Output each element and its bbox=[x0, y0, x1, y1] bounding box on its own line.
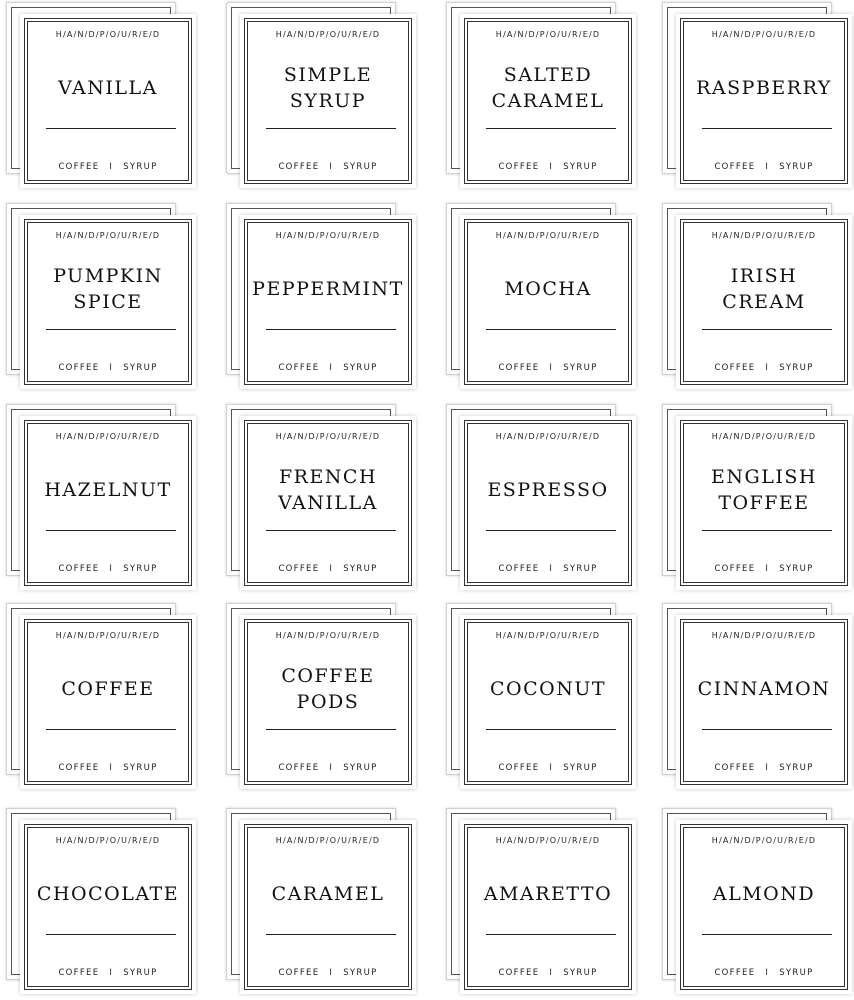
label-tagline: H/A/N/D/P/O/U/R/E/D bbox=[711, 231, 817, 240]
footer-left-text: COFFEE bbox=[58, 968, 100, 978]
label-tagline: H/A/N/D/P/O/U/R/E/D bbox=[55, 30, 161, 39]
footer-right-text: SYRUP bbox=[563, 363, 598, 373]
label-card bbox=[460, 416, 636, 590]
label-footer bbox=[240, 162, 416, 172]
footer-left-text: COFFEE bbox=[714, 968, 756, 978]
label-name: CINNAMON bbox=[697, 678, 831, 700]
footer-separator: I bbox=[109, 564, 114, 574]
label-tagline: H/A/N/D/P/O/U/R/E/D bbox=[711, 836, 817, 845]
label-stack bbox=[446, 603, 636, 791]
footer-right-text: SYRUP bbox=[343, 763, 378, 773]
label-write-line bbox=[46, 128, 176, 129]
label-name: IRISH CREAM bbox=[722, 265, 806, 313]
footer-separator: I bbox=[549, 763, 554, 773]
label-name: ESPRESSO bbox=[487, 479, 609, 501]
footer-right-text: SYRUP bbox=[123, 564, 158, 574]
label-card bbox=[676, 416, 852, 590]
label-tagline: H/A/N/D/P/O/U/R/E/D bbox=[55, 836, 161, 845]
footer-left-text: COFFEE bbox=[498, 363, 540, 373]
label-footer bbox=[240, 968, 416, 978]
label-card bbox=[20, 416, 196, 590]
label-card bbox=[240, 14, 416, 188]
label-tagline: H/A/N/D/P/O/U/R/E/D bbox=[55, 432, 161, 441]
label-footer bbox=[240, 564, 416, 574]
label-footer bbox=[20, 763, 196, 773]
label-card bbox=[20, 820, 196, 994]
footer-separator: I bbox=[765, 763, 770, 773]
footer-separator: I bbox=[109, 968, 114, 978]
label-stack bbox=[662, 808, 852, 996]
label-card bbox=[20, 215, 196, 389]
label-write-line bbox=[46, 329, 176, 330]
label-write-line bbox=[486, 729, 616, 730]
footer-separator: I bbox=[109, 162, 114, 172]
label-footer bbox=[460, 162, 636, 172]
label-card bbox=[460, 14, 636, 188]
label-card bbox=[20, 14, 196, 188]
label-footer bbox=[460, 564, 636, 574]
footer-separator: I bbox=[329, 763, 334, 773]
footer-right-text: SYRUP bbox=[123, 162, 158, 172]
footer-left-text: COFFEE bbox=[498, 162, 540, 172]
label-card bbox=[460, 820, 636, 994]
label-tagline: H/A/N/D/P/O/U/R/E/D bbox=[495, 432, 601, 441]
label-name: FRENCH VANILLA bbox=[278, 466, 378, 514]
footer-right-text: SYRUP bbox=[343, 564, 378, 574]
footer-left-text: COFFEE bbox=[278, 763, 320, 773]
label-name: COFFEE bbox=[61, 678, 155, 700]
label-write-line bbox=[46, 934, 176, 935]
label-name: PEPPERMINT bbox=[252, 278, 404, 300]
label-footer bbox=[460, 363, 636, 373]
label-stack bbox=[6, 2, 196, 190]
footer-separator: I bbox=[765, 162, 770, 172]
footer-right-text: SYRUP bbox=[563, 763, 598, 773]
label-stack bbox=[446, 2, 636, 190]
footer-left-text: COFFEE bbox=[498, 968, 540, 978]
footer-left-text: COFFEE bbox=[278, 162, 320, 172]
footer-left-text: COFFEE bbox=[58, 162, 100, 172]
label-footer bbox=[20, 162, 196, 172]
label-write-line bbox=[702, 128, 832, 129]
label-footer bbox=[460, 968, 636, 978]
footer-left-text: COFFEE bbox=[278, 564, 320, 574]
label-name: COCONUT bbox=[489, 678, 607, 700]
label-footer bbox=[676, 162, 852, 172]
label-write-line bbox=[46, 729, 176, 730]
label-write-line bbox=[486, 128, 616, 129]
footer-separator: I bbox=[549, 162, 554, 172]
label-write-line bbox=[702, 729, 832, 730]
label-card bbox=[240, 615, 416, 789]
label-stack bbox=[6, 603, 196, 791]
label-name: VANILLA bbox=[58, 77, 158, 99]
label-stack bbox=[6, 404, 196, 592]
footer-left-text: COFFEE bbox=[278, 968, 320, 978]
label-tagline: H/A/N/D/P/O/U/R/E/D bbox=[711, 631, 817, 640]
footer-right-text: SYRUP bbox=[563, 162, 598, 172]
label-stack bbox=[226, 603, 416, 791]
footer-right-text: SYRUP bbox=[343, 162, 378, 172]
label-write-line bbox=[266, 329, 396, 330]
label-card bbox=[676, 615, 852, 789]
label-stack bbox=[6, 808, 196, 996]
label-name: SIMPLE SYRUP bbox=[283, 64, 373, 112]
footer-right-text: SYRUP bbox=[123, 968, 158, 978]
label-stack bbox=[6, 203, 196, 391]
label-stack bbox=[226, 404, 416, 592]
label-tagline: H/A/N/D/P/O/U/R/E/D bbox=[495, 631, 601, 640]
footer-right-text: SYRUP bbox=[779, 363, 814, 373]
label-write-line bbox=[702, 530, 832, 531]
label-tagline: H/A/N/D/P/O/U/R/E/D bbox=[275, 836, 381, 845]
label-stack bbox=[446, 404, 636, 592]
label-stack bbox=[446, 808, 636, 996]
footer-separator: I bbox=[549, 968, 554, 978]
footer-left-text: COFFEE bbox=[498, 564, 540, 574]
label-tagline: H/A/N/D/P/O/U/R/E/D bbox=[495, 231, 601, 240]
footer-left-text: COFFEE bbox=[498, 763, 540, 773]
label-name: PUMPKIN SPICE bbox=[53, 265, 163, 313]
label-tagline: H/A/N/D/P/O/U/R/E/D bbox=[711, 432, 817, 441]
label-stack bbox=[662, 603, 852, 791]
footer-left-text: COFFEE bbox=[714, 763, 756, 773]
footer-right-text: SYRUP bbox=[563, 968, 598, 978]
footer-left-text: COFFEE bbox=[714, 363, 756, 373]
label-write-line bbox=[486, 329, 616, 330]
label-tagline: H/A/N/D/P/O/U/R/E/D bbox=[55, 231, 161, 240]
label-stack bbox=[662, 203, 852, 391]
label-write-line bbox=[702, 329, 832, 330]
label-footer bbox=[20, 968, 196, 978]
label-card bbox=[240, 215, 416, 389]
label-name: SALTED CARAMEL bbox=[491, 64, 605, 112]
label-write-line bbox=[266, 530, 396, 531]
footer-separator: I bbox=[329, 162, 334, 172]
label-name: AMARETTO bbox=[483, 883, 613, 905]
label-footer bbox=[240, 363, 416, 373]
footer-separator: I bbox=[765, 363, 770, 373]
label-name: HAZELNUT bbox=[44, 479, 172, 501]
footer-right-text: SYRUP bbox=[343, 968, 378, 978]
label-card bbox=[676, 14, 852, 188]
footer-left-text: COFFEE bbox=[278, 363, 320, 373]
label-write-line bbox=[486, 530, 616, 531]
label-write-line bbox=[486, 934, 616, 935]
footer-right-text: SYRUP bbox=[779, 162, 814, 172]
footer-separator: I bbox=[329, 363, 334, 373]
label-tagline: H/A/N/D/P/O/U/R/E/D bbox=[275, 30, 381, 39]
label-stack bbox=[226, 808, 416, 996]
footer-separator: I bbox=[109, 763, 114, 773]
footer-right-text: SYRUP bbox=[779, 564, 814, 574]
label-tagline: H/A/N/D/P/O/U/R/E/D bbox=[275, 432, 381, 441]
label-name: ALMOND bbox=[712, 883, 816, 905]
footer-left-text: COFFEE bbox=[58, 564, 100, 574]
footer-right-text: SYRUP bbox=[343, 363, 378, 373]
label-tagline: H/A/N/D/P/O/U/R/E/D bbox=[495, 30, 601, 39]
label-tagline: H/A/N/D/P/O/U/R/E/D bbox=[275, 631, 381, 640]
footer-left-text: COFFEE bbox=[58, 763, 100, 773]
footer-separator: I bbox=[549, 564, 554, 574]
footer-right-text: SYRUP bbox=[779, 763, 814, 773]
footer-right-text: SYRUP bbox=[123, 363, 158, 373]
footer-separator: I bbox=[109, 363, 114, 373]
label-stack bbox=[446, 203, 636, 391]
label-card bbox=[676, 215, 852, 389]
label-footer bbox=[676, 968, 852, 978]
label-name: MOCHA bbox=[504, 278, 592, 300]
label-footer bbox=[676, 564, 852, 574]
label-tagline: H/A/N/D/P/O/U/R/E/D bbox=[711, 30, 817, 39]
label-name: CHOCOLATE bbox=[36, 883, 180, 905]
label-write-line bbox=[266, 934, 396, 935]
footer-left-text: COFFEE bbox=[58, 363, 100, 373]
footer-right-text: SYRUP bbox=[779, 968, 814, 978]
footer-right-text: SYRUP bbox=[123, 763, 158, 773]
label-stack bbox=[226, 203, 416, 391]
label-name: ENGLISH TOFFEE bbox=[711, 466, 817, 514]
label-card bbox=[460, 215, 636, 389]
label-footer bbox=[676, 363, 852, 373]
label-name: COFFEE PODS bbox=[281, 665, 375, 713]
label-footer bbox=[20, 363, 196, 373]
footer-right-text: SYRUP bbox=[563, 564, 598, 574]
footer-separator: I bbox=[329, 564, 334, 574]
footer-separator: I bbox=[549, 363, 554, 373]
label-write-line bbox=[266, 128, 396, 129]
footer-left-text: COFFEE bbox=[714, 162, 756, 172]
footer-separator: I bbox=[765, 968, 770, 978]
label-card bbox=[20, 615, 196, 789]
label-card bbox=[240, 416, 416, 590]
label-footer bbox=[676, 763, 852, 773]
label-tagline: H/A/N/D/P/O/U/R/E/D bbox=[55, 631, 161, 640]
label-footer bbox=[240, 763, 416, 773]
label-card bbox=[676, 820, 852, 994]
footer-left-text: COFFEE bbox=[714, 564, 756, 574]
label-stack bbox=[662, 2, 852, 190]
label-card bbox=[240, 820, 416, 994]
label-name: RASPBERRY bbox=[696, 77, 832, 99]
footer-separator: I bbox=[329, 968, 334, 978]
footer-separator: I bbox=[765, 564, 770, 574]
label-card bbox=[460, 615, 636, 789]
label-tagline: H/A/N/D/P/O/U/R/E/D bbox=[495, 836, 601, 845]
label-tagline: H/A/N/D/P/O/U/R/E/D bbox=[275, 231, 381, 240]
label-stack bbox=[662, 404, 852, 592]
label-write-line bbox=[702, 934, 832, 935]
label-write-line bbox=[46, 530, 176, 531]
label-stack bbox=[226, 2, 416, 190]
label-write-line bbox=[266, 729, 396, 730]
label-footer bbox=[460, 763, 636, 773]
label-footer bbox=[20, 564, 196, 574]
label-name: CARAMEL bbox=[271, 883, 385, 905]
